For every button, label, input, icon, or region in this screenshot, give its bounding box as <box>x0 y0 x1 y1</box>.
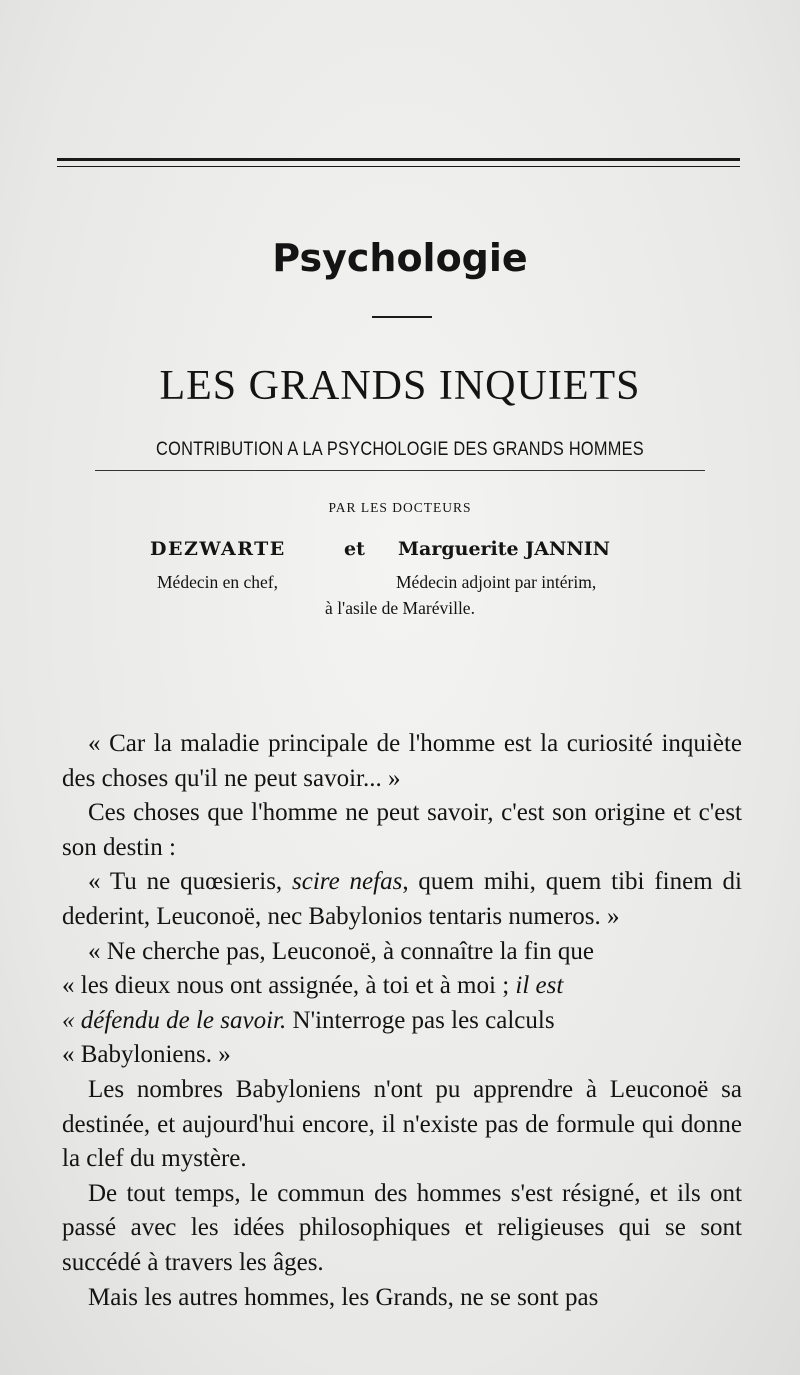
author-conjunction: et <box>344 538 365 560</box>
paragraph-3-italic: scire nefas <box>292 868 403 896</box>
top-double-rule-thick <box>57 158 740 161</box>
author-role-adjoint: Médecin adjoint par intérim, <box>396 572 597 592</box>
section-title: Psychologie <box>272 236 528 280</box>
paragraph-1: « Car la maladie principale de l'homme est la curiosité inquiète des choses qu'il ne peut savoir... » <box>62 730 742 792</box>
byline: PAR LES DOCTEURS <box>328 500 472 515</box>
section-title-underline <box>372 316 432 318</box>
author-dezwarte: DEZWARTE <box>150 538 286 560</box>
quote-line-3 <box>62 1004 742 1039</box>
subtitle-rule <box>95 470 705 471</box>
paragraph-7: Mais les autres hommes, les Grands, ne se sont pas <box>88 1283 599 1311</box>
article-subtitle: CONTRIBUTION A LA PSYCHOLOGIE DES GRANDS HOMMES <box>156 439 644 460</box>
quote-line-3-text: N'interroge pas les calculs <box>286 1006 555 1034</box>
paragraph-5: Les nombres Babyloniens n'ont pu apprendre à Leuconoë sa destinée, et aujourd'hui encore, il n'existe pas de formule qui donne la clef du mystère. <box>62 1075 742 1173</box>
paragraph-3-end: , quem mihi, quem tibi finem di dederint, Leuconoë, nec Babylonios tentaris numeros. » <box>62 868 742 930</box>
paragraph-2: Ces choses que l'homme ne peut savoir, c'est son origine et c'est son destin : <box>62 799 742 861</box>
institution-line: à l'asile de Maréville. <box>325 598 475 618</box>
quote-line-2-text: « les dieux nous ont assignée, à toi et à moi ; <box>62 972 510 1000</box>
paragraph-3-start: « Tu ne quœsieris, <box>88 868 293 896</box>
quote-line-4: « Babyloniens. » <box>62 1041 231 1069</box>
author-jannin: Marguerite JANNIN <box>398 538 610 560</box>
quote-line-1: « Ne cherche pas, Leuconoë, à connaître la fin que <box>88 937 595 965</box>
article-title: LES GRANDS INQUIETS <box>159 363 641 409</box>
top-double-rule-thin <box>57 166 740 167</box>
article-body <box>62 727 742 1315</box>
quote-line-2-italic: il est <box>509 972 564 1000</box>
quote-line-3-italic: « défendu de le savoir. <box>62 1006 287 1034</box>
author-role-chief: Médecin en chef, <box>157 572 278 592</box>
quote-line-2 <box>62 969 742 1004</box>
paragraph-6: De tout temps, le commun des hommes s'est résigné, et ils ont passé avec les idées philosophiques et religieuses qui se sont succédé à travers les âges. <box>62 1179 742 1276</box>
paragraph-3 <box>62 865 742 934</box>
